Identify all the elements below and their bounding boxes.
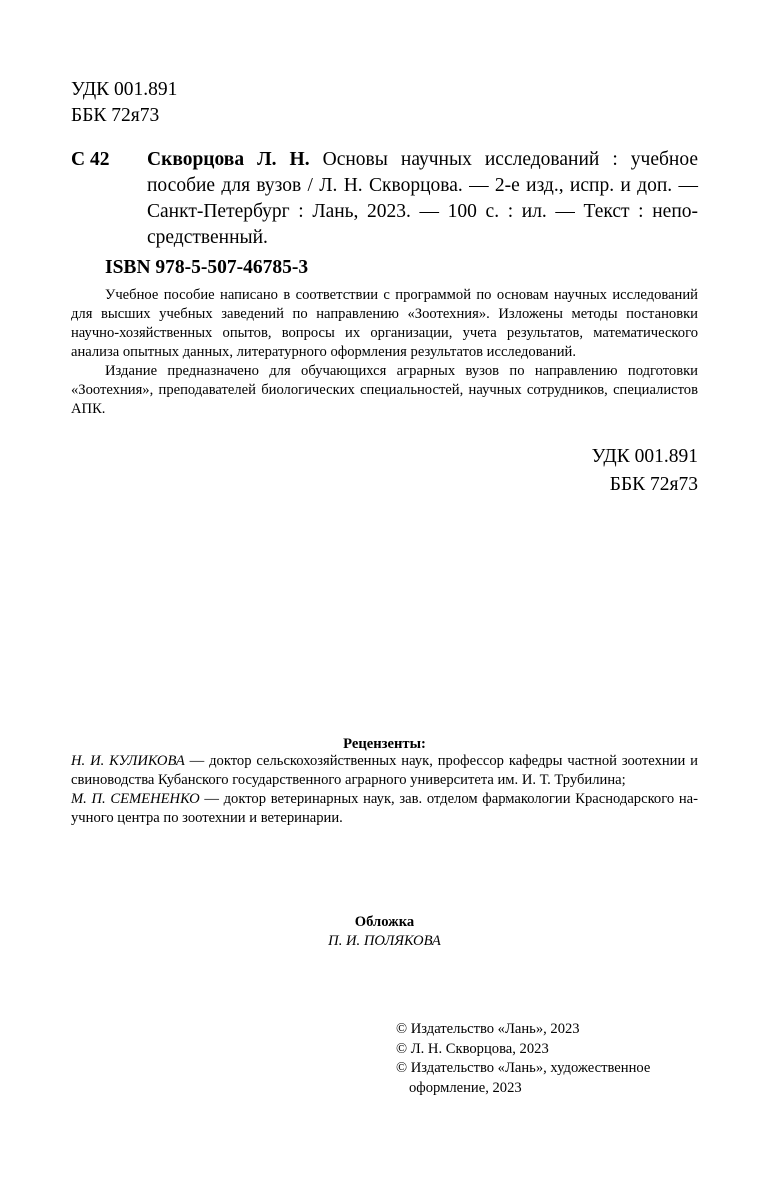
reviewer-name: Н. И. КУЛИКОВА (71, 753, 185, 769)
udk-code: УДК 001.891 (71, 79, 178, 100)
reviewer-text: — доктор ветеринарных наук, зав. отделом фармакологии Краснодарского научного центра по зоотехнии и ветеринарии. (71, 791, 698, 826)
reviewers-heading: Рецензенты: (343, 736, 426, 752)
cover-artist: П. И. ПОЛЯКОВА (328, 933, 441, 949)
bbk-code-bottom: ББК 72я73 (609, 474, 698, 495)
copyright-line: © Л. Н. Скворцова, 2023 (396, 1040, 549, 1057)
catalog-code: С 42 (71, 149, 110, 170)
entry-description: Основы научных исследований : учебное пособие для вузов / Л. Н. Скворцова. — 2-е изд., испр. и доп. — Санкт-Петербург : Лань, 2023. — 100 с. : ил. — Текст : непосредственный. (147, 149, 698, 248)
cover-heading: Обложка (354, 914, 415, 930)
isbn: ISBN 978-5-507-46785-3 (105, 257, 309, 278)
entry-author: Скворцова Л. Н. (147, 149, 310, 170)
annotation (71, 286, 698, 419)
bibliographic-entry (147, 147, 698, 251)
bbk-code: ББК 72я73 (71, 105, 160, 126)
copyright-line: © Издательство «Лань», 2023 (396, 1021, 580, 1037)
udk-code-bottom: УДК 001.891 (591, 446, 698, 467)
annotation-paragraph: Издание предназначено для обучающихся аграрных вузов по направлению подготовки «Зоотехния», преподавателей биологических специальностей, научных сотрудников, специалистов АПК. (71, 363, 698, 417)
reviewer-name: М. П. СЕМЕНЕНКО (71, 791, 200, 807)
cover-credit (71, 913, 698, 951)
reviewer-text: — доктор сельскохозяйственных наук, профессор кафедры частной зоотехнии и свиноводства Кубанского государственного аграрного университета им. И. Т. Трубилина; (71, 753, 698, 788)
annotation-paragraph: Учебное пособие написано в соответствии с программой по основам научных исследований для высших учебных заведений по направлению «Зоотехния». Изложены методы постановки научно-хозяйственных опытов, вопросы их организации, учета результатов, математического анализа опытных данных, литературного оформления результатов исследований. (71, 287, 698, 360)
reviewers-list (71, 752, 698, 828)
copyright-line: © Издательство «Лань», художественное оформление, 2023 (396, 1060, 651, 1096)
reviewer-item (71, 752, 698, 790)
reviewer-item (71, 790, 698, 828)
top-codes (71, 77, 177, 129)
bottom-codes (498, 443, 698, 499)
copyright-block (396, 1020, 696, 1098)
